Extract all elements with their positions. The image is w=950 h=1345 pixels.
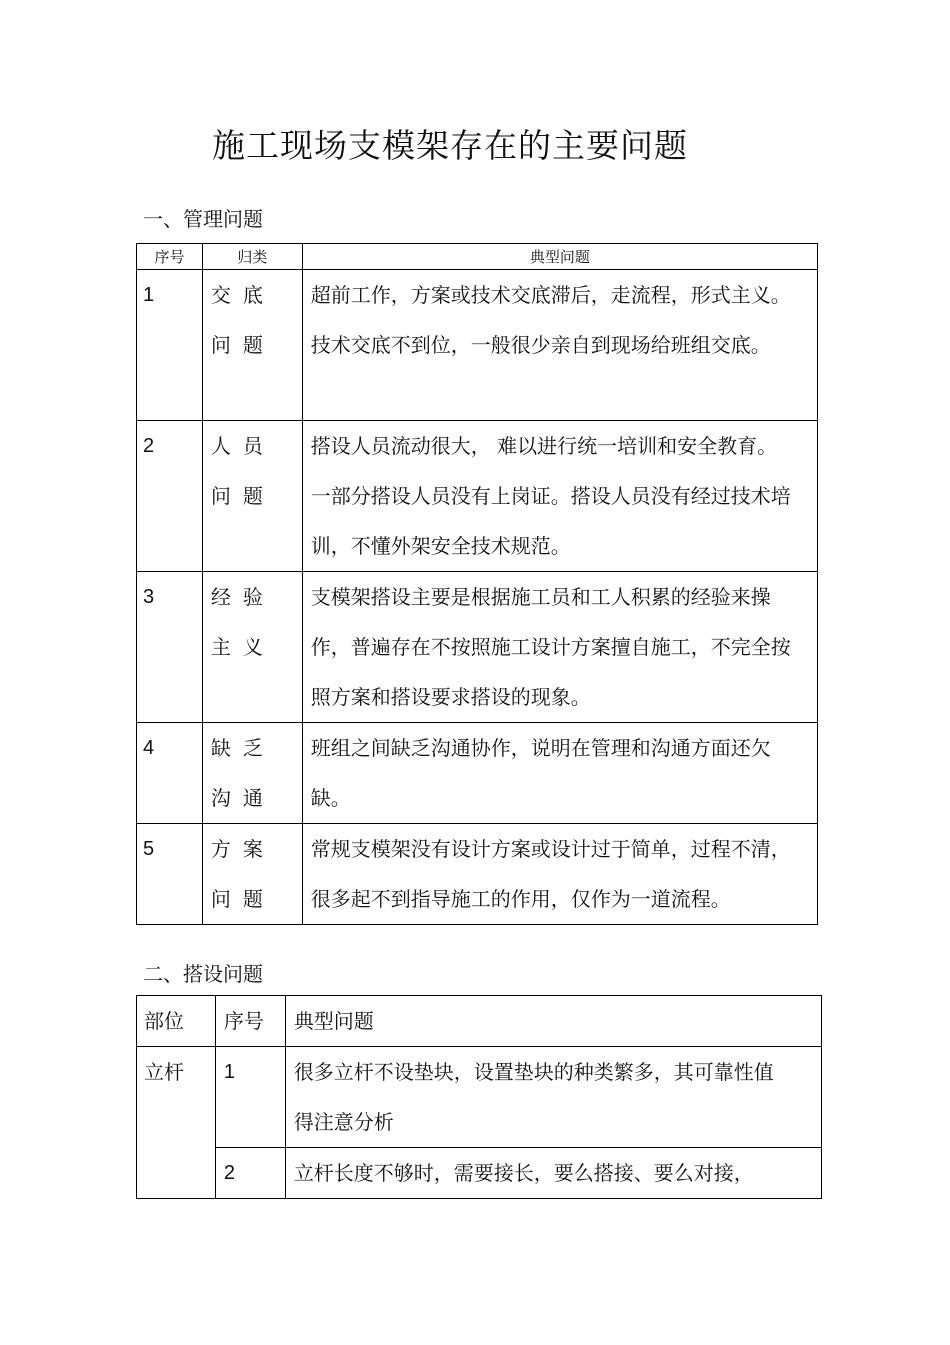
row-category: 缺乏沟通 [202, 723, 302, 824]
row-category: 人员问题 [202, 421, 302, 572]
section-heading-erection: 二、搭设问题 [143, 962, 263, 986]
header-part: 部位 [137, 996, 216, 1047]
header-number: 序号 [137, 244, 203, 270]
table-row [137, 270, 818, 421]
row-number: 3 [137, 572, 203, 723]
table-row [137, 572, 818, 723]
table-header-row [137, 996, 822, 1047]
erection-issues-table [136, 995, 822, 1199]
table-row [137, 1047, 822, 1148]
row-issue: 支模架搭设主要是根据施工员和工人积累的经验来操作，普遍存在不按照施工设计方案擅自施工，不完全按照方案和搭设要求搭设的现象。 [302, 572, 817, 723]
row-category: 方案问题 [202, 824, 302, 925]
row-number: 2 [215, 1148, 285, 1199]
table-row [137, 824, 818, 925]
header-issue: 典型问题 [302, 244, 817, 270]
row-category: 经验主义 [202, 572, 302, 723]
section-heading-management: 一、管理问题 [143, 207, 263, 231]
row-issue: 很多立杆不设垫块，设置垫块的种类繁多，其可靠性值得注意分析 [285, 1047, 821, 1148]
row-issue: 常规支模架没有设计方案或设计过于简单，过程不清，很多起不到指导施工的作用，仅作为一道流程。 [302, 824, 817, 925]
table-row [137, 723, 818, 824]
page-title: 施工现场支模架存在的主要问题 [212, 126, 688, 165]
row-issue: 立杆长度不够时，需要接长，要么搭接、要么对接， [285, 1148, 821, 1199]
row-issue: 搭设人员流动很大， 难以进行统一培训和安全教育。一部分搭设人员没有上岗证。搭设人员没有经过技术培训，不懂外架安全技术规范。 [302, 421, 817, 572]
row-number: 2 [137, 421, 203, 572]
row-number: 1 [215, 1047, 285, 1148]
header-category: 归类 [202, 244, 302, 270]
row-number: 1 [137, 270, 203, 421]
row-issue: 班组之间缺乏沟通协作，说明在管理和沟通方面还欠缺。 [302, 723, 817, 824]
header-issue: 典型问题 [285, 996, 821, 1047]
table-row [137, 421, 818, 572]
management-issues-table [136, 243, 818, 925]
table-row [137, 1148, 822, 1199]
row-number: 5 [137, 824, 203, 925]
row-category: 交底问题 [202, 270, 302, 421]
part-name: 立杆 [137, 1047, 216, 1199]
row-issue: 超前工作，方案或技术交底滞后，走流程，形式主义。技术交底不到位，一般很少亲自到现场给班组交底。 [302, 270, 817, 421]
table-header-row [137, 244, 818, 270]
row-number: 4 [137, 723, 203, 824]
header-number: 序号 [215, 996, 285, 1047]
